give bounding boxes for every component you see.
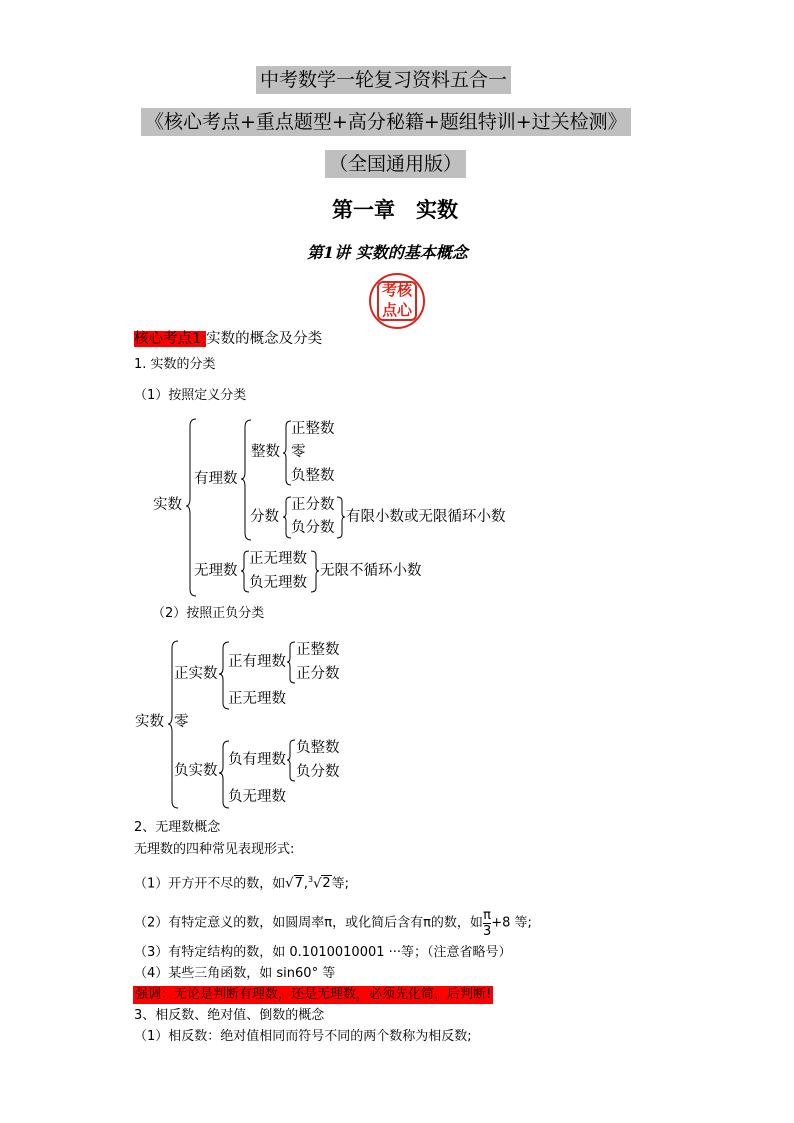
section2-intro: 无理数的四种常见表现形式: — [134, 842, 295, 857]
cbrt2-expression — [308, 871, 332, 893]
item1-suffix: 等; — [331, 876, 350, 892]
section1-title: 实数的概念及分类 — [206, 331, 323, 347]
tree2-neg-frac: 负分数 — [296, 764, 340, 780]
section1-sub1: 1. 实数的分类 — [134, 357, 216, 372]
frac-numerator: π — [483, 908, 491, 923]
item1-prefix: （1）开方开不尽的数，如 — [134, 876, 286, 892]
section2-title: 2、无理数概念 — [134, 820, 221, 835]
tree2-pos-rational: 正有理数 — [228, 654, 286, 670]
item1-sep: , — [303, 876, 308, 892]
radical-sign-icon: √ — [313, 876, 322, 892]
header-line-3: （全国通用版） — [325, 150, 466, 178]
radicand-7: 7 — [294, 876, 303, 892]
item2-prefix: （2）有特定意义的数，如圆周率π，或化简后含有π的数，如 — [134, 915, 483, 931]
item2-suffix: +8 等; — [491, 915, 532, 931]
tree1-pos-irr: 正无理数 — [249, 551, 307, 567]
tree1-pos-int: 正整数 — [291, 421, 335, 437]
tree2-pos-frac: 正分数 — [296, 666, 340, 682]
section1-sub1b: （2）按照正负分类 — [152, 606, 265, 621]
seal-text-2: 点心 — [381, 301, 412, 319]
tree2-pos-irr: 正无理数 — [228, 691, 286, 707]
section3-item1: （1）相反数：绝对值相同而符号不同的两个数称为相反数; — [134, 1029, 472, 1044]
tree1-neg-frac: 负分数 — [291, 520, 335, 536]
section2-item1 — [134, 871, 349, 893]
radicand-2: 2 — [322, 876, 331, 892]
tree2-neg-real: 负实数 — [174, 763, 218, 779]
section2-item3: （3）有特定结构的数，如 0.1010010001 ···等；（注意省略号） — [134, 945, 512, 960]
frac-denominator: 3 — [482, 924, 492, 939]
tree1-pos-frac: 正分数 — [291, 497, 335, 513]
section2-item2 — [134, 908, 532, 939]
chapter-title: 第一章 实数 — [332, 197, 458, 222]
lesson-title: 第1讲 实数的基本概念 — [307, 243, 468, 262]
core-point-tag: 核心考点1: — [134, 331, 207, 347]
tree1-frac-note: 有限小数或无限循环小数 — [346, 509, 506, 525]
header-line-1: 中考数学一轮复习资料五合一 — [256, 66, 511, 94]
section3-title: 3、相反数、绝对值、倒数的概念 — [134, 1008, 325, 1023]
tree2-zero: 零 — [174, 714, 189, 730]
tree1-integer: 整数 — [251, 444, 280, 460]
tree1-irrational: 无理数 — [194, 563, 238, 579]
tree2-neg-int: 负整数 — [296, 740, 340, 756]
radical-sign-icon: √ — [285, 876, 294, 892]
section2-emphasis: 强调：无论是判断有理数，还是无理数，必须先化简，后判断! — [135, 987, 492, 1002]
tree2-pos-real: 正实数 — [174, 666, 218, 682]
section1-sub1a: （1）按照定义分类 — [134, 388, 247, 403]
section1-heading — [134, 329, 322, 349]
tree1-irr-note: 无限不循环小数 — [320, 563, 422, 579]
tree1-neg-int: 负整数 — [291, 468, 335, 484]
tree1-rational: 有理数 — [194, 471, 238, 487]
tree2-neg-rational: 负有理数 — [228, 752, 286, 768]
tree2-neg-irr: 负无理数 — [228, 789, 286, 805]
tree1-neg-irr: 负无理数 — [249, 575, 307, 591]
section2-item4: （4）某些三角函数，如 sin60° 等 — [134, 966, 336, 981]
seal-logo — [368, 272, 426, 330]
root-index-3: 3 — [308, 875, 314, 884]
tree2-pos-int: 正整数 — [296, 642, 340, 658]
sqrt7-expression — [285, 875, 304, 893]
header-line-2: 《核心考点+重点题型+高分秘籍+题组特训+过关检测》 — [141, 108, 631, 136]
tree1-fraction: 分数 — [250, 509, 279, 525]
tree1-root: 实数 — [153, 497, 182, 513]
seal-text-1: 考核 — [381, 281, 412, 299]
tree1-zero: 零 — [291, 444, 306, 460]
pi-over-3-fraction — [483, 908, 491, 939]
tree2-root: 实数 — [135, 714, 164, 730]
